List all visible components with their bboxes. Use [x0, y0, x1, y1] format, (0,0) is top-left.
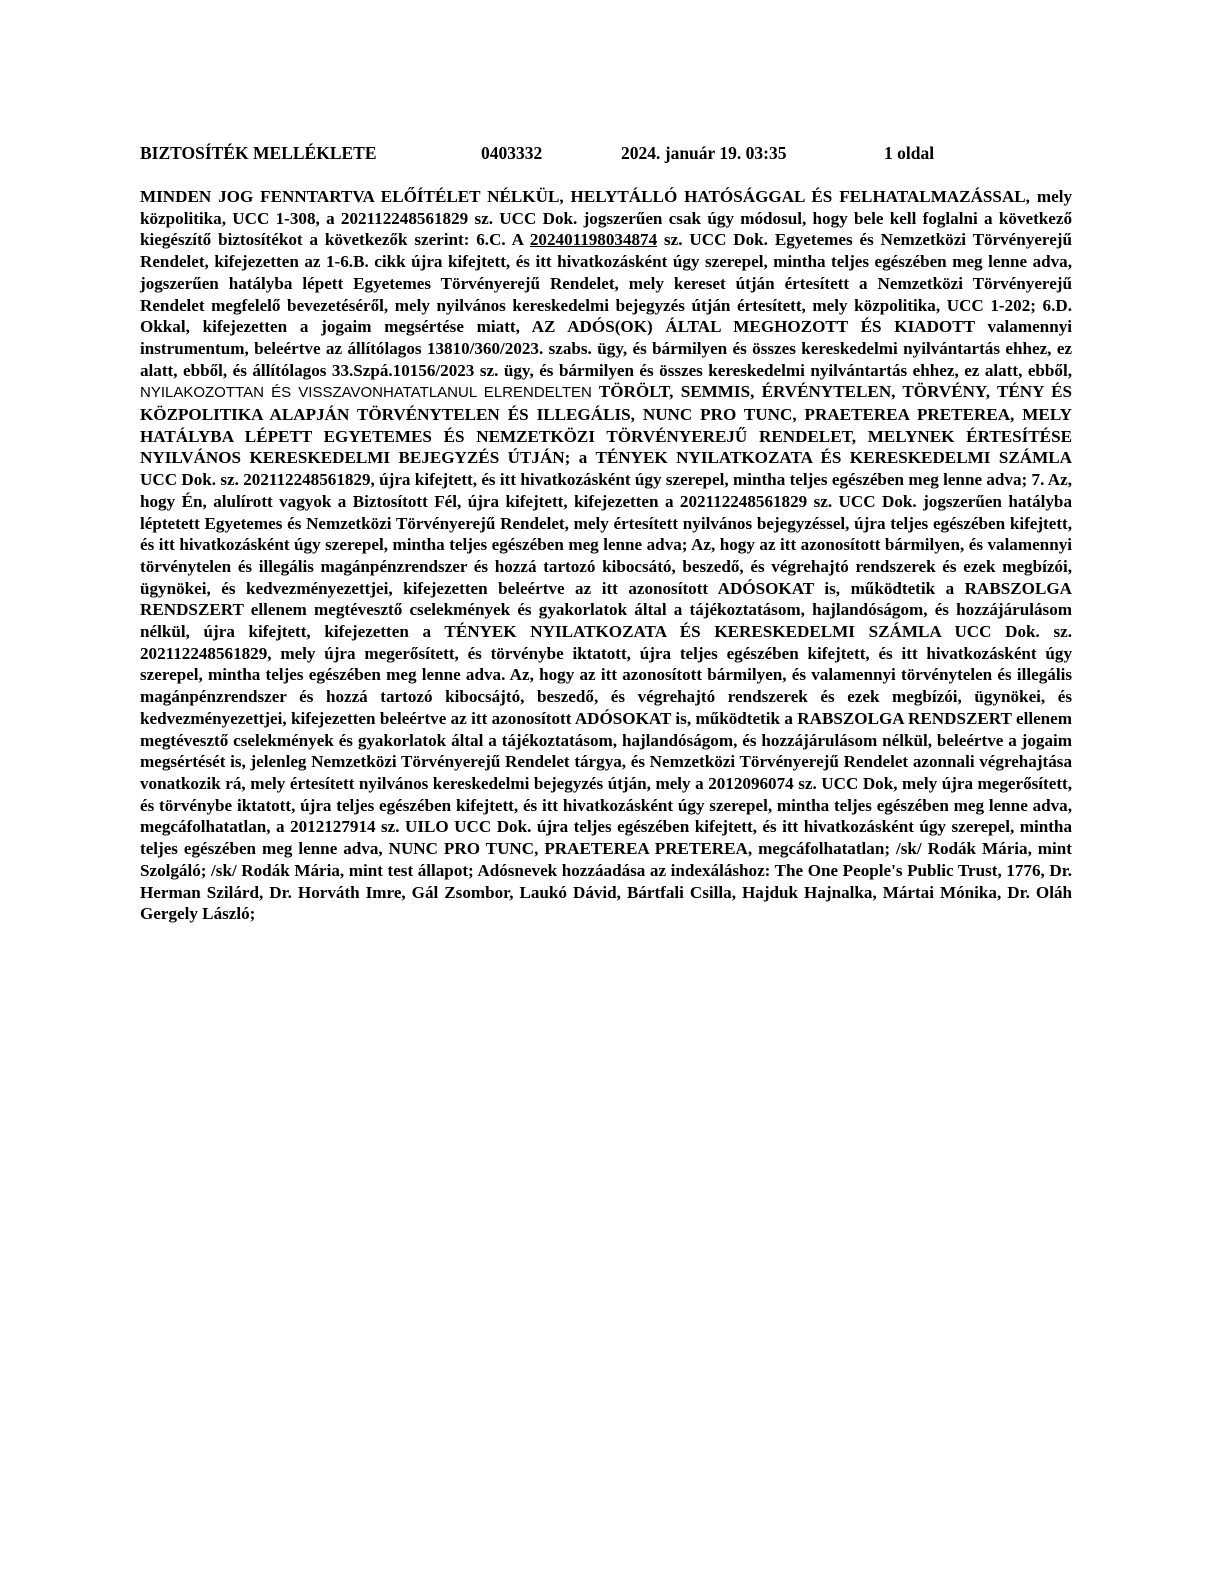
body-paragraph — [140, 186, 1072, 925]
body-segment-1: MINDEN JOG FENNTARTVA ELŐÍTÉLET NÉLKÜL, HELYTÁLLÓ HATÓSÁGGAL ÉS FELHATALMAZÁSSAL, mely közpolitika, UCC 1-308, a 202112248561829 sz. UCC Dok. jogszerűen csak úgy módosul, hogy bele kell foglalni a következő kiegészítő biztosítékot a következők szerint: 6.C. A — [140, 187, 1072, 250]
header-page-number: 1 oldal — [884, 143, 935, 163]
header-datetime: 2024. január 19. 03:35 — [621, 143, 787, 163]
document-page — [140, 142, 1072, 925]
body-segment-2: sz. UCC Dok. Egyetemes és Nemzetközi Törvényerejű Rendelet, kifejezetten az 1-6.B. cikk újra kifejtett, és itt hivatkozásként úgy szerepel, mintha teljes egészében meg lenne adva, jogszerűen hatályba lépett Egyetemes Törvényerejű Rendelet, mely kereset útján értesített a Nemzetközi Törvényerejű Rendelet megfelelő bevezetéséről, mely nyilvános kereskedelmi bejegyzés útján értesített, mely közpolitika, UCC 1-202; 6.D. Okkal, kifejezetten a jogaim megsértése miatt, AZ ADÓS(OK) ÁLTAL MEGHOZOTT ÉS KIADOTT valamennyi instrumentum, beleértve az állítólagos 13810/360/2023. szabs. ügy, és bármilyen és összes kereskedelmi nyilvántartás ehhez, ez alatt, ebből, és állítólagos 33.Szpá.10156/2023 sz. ügy, és bármilyen és összes kereskedelmi nyilvántartás ehhez, ez alatt, ebből, — [140, 230, 1072, 380]
header-title: BIZTOSÍTÉK MELLÉKLETE — [140, 143, 377, 163]
document-header — [140, 142, 1072, 166]
body-segment-4: TÖRÖLT, SEMMIS, ÉRVÉNYTELEN, TÖRVÉNY, TÉNY ÉS KÖZPOLITIKA ALAPJÁN TÖRVÉNYTELEN ÉS ILLEGÁLIS, NUNC PRO TUNC, PRAETEREA PRETEREA, MELY HATÁLYBA LÉPETT EGYETEMES ÉS NEMZETKÖZI TÖRVÉNYEREJŰ RENDELET, MELYNEK ÉRTESÍTÉSE NYILVÁNOS KERESKEDELMI BEJEGYZÉS ÚTJÁN; a TÉNYEK NYILATKOZATA ÉS KERESKEDELMI SZÁMLA UCC Dok. sz. 202112248561829, újra kifejtett, és itt hivatkozásként úgy szerepel, mintha teljes egészében meg lenne adva; 7. Az, hogy Én, alulírott vagyok a Biztosított Fél, újra kifejtett, kifejezetten a 202112248561829 sz. UCC Dok. jogszerűen hatályba léptetett Egyetemes és Nemzetközi Törvényerejű Rendelet, mely értesített nyilvános bejegyzéssel, újra teljes egészében kifejtett, és itt hivatkozásként úgy szerepel, mintha teljes egészében meg lenne adva; Az, hogy az itt azonosított bármilyen, és valamennyi törvénytelen és illegális magánpénzrendszer és hozzá tartozó kibocsátó, beszedő, és végrehajtó rendszerek és ezek megbízói, ügynökei, és kedvezményezettjei, kifejezetten beleértve az itt azonosított ADÓSOKAT is, működtetik a RABSZOLGA RENDSZERT ellenem megtévesztő cselekmények és gyakorlatok által a tájékoztatásom, hajlandóságom, és hozzájárulásom nélkül, újra kifejtett, kifejezetten a TÉNYEK NYILATKOZATA ÉS KERESKEDELMI SZÁMLA UCC Dok. sz. 202112248561829, mely újra megerősített, és törvénybe iktatott, újra teljes egészében kifejtett, és itt hivatkozásként úgy szerepel, mintha teljes egészében meg lenne adva. Az, hogy az itt azonosított bármilyen, és valamennyi törvénytelen és illegális magánpénzrendszer és hozzá tartozó kibocsájtó, beszedő, és végrehajtó rendszerek és ezek megbízói, ügynökei, és kedvezményezettjei, kifejezetten beleértve az itt azonosított ADÓSOKAT is, működtetik a RABSZOLGA RENDSZERT ellenem megtévesztő cselekmények és gyakorlatok által a tájékoztatásom, hajlandóságom, és hozzájárulásom nélkül, beleértve a jogaim megsértését is, jelenleg Nemzetközi Törvényerejű Rendelet tárgya, és Nemzetközi Törvényerejű Rendelet azonnali végrehajtása vonatkozik rá, mely értesített nyilvános kereskedelmi bejegyzés útján, mely a 2012096074 sz. UCC Dok, mely újra megerősített, és törvénybe iktatott, újra teljes egészében kifejtett, és itt hivatkozásként úgy szerepel, mintha teljes egészében meg lenne adva, megcáfolhatatlan, a 2012127914 sz. UILO UCC Dok. újra teljes egészében kifejtett, és itt hivatkozásként úgy szerepel, mintha teljes egészében meg lenne adva, NUNC PRO TUNC, PRAETEREA PRETEREA, megcáfolhatatlan; /sk/ Rodák Mária, mint Szolgáló; /sk/ Rodák Mária, mint test állapot; Adósnevek hozzáadása az indexáláshoz: The One People's Public Trust, 1776, Dr. Herman Szilárd, Dr. Horváth Imre, Gál Zsombor, Laukó Dávid, Bártfali Csilla, Hajduk Hajnalka, Mártai Mónika, Dr. Oláh Gergely László; — [140, 382, 1073, 924]
ucc-document-number: 202401198034874 — [529, 230, 658, 250]
header-number: 0403332 — [481, 143, 543, 163]
body-segment-sans: NYILAKOZOTTAN ÉS VISSZAVONHATATLANUL ELRENDELTEN — [140, 384, 592, 402]
